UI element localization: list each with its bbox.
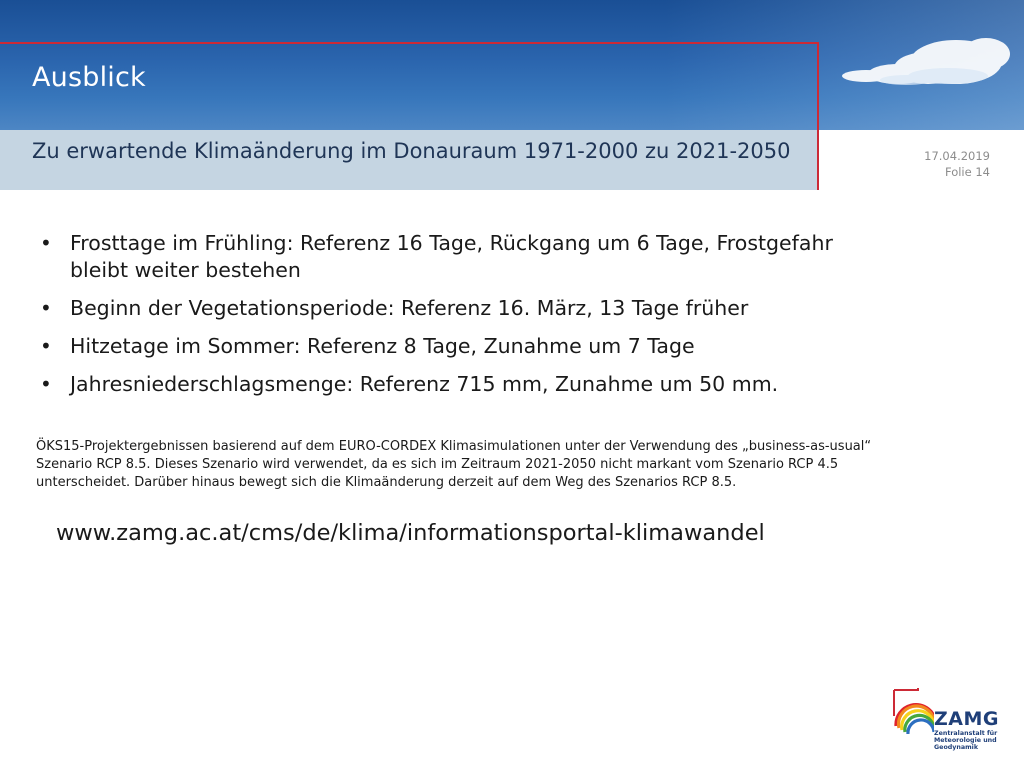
slide-title: Ausblick <box>32 62 146 93</box>
slide-meta <box>924 148 990 180</box>
bullet-marker: • <box>40 231 52 255</box>
bullet-marker: • <box>40 296 52 320</box>
slide-date: 17.04.2019 <box>924 149 990 163</box>
logo-tagline: Zentralanstalt für Meteorologie und Geodynamik <box>934 730 998 752</box>
cloud-icon <box>836 20 1016 100</box>
bullet-item <box>36 230 866 284</box>
logo-wordmark: ZAMG <box>934 708 999 730</box>
zamg-logo <box>890 686 1000 752</box>
bullet-text: Hitzetage im Sommer: Referenz 8 Tage, Zunahme um 7 Tage <box>70 334 695 358</box>
bullet-marker: • <box>40 334 52 358</box>
bullet-item <box>36 295 866 322</box>
bullet-list <box>36 230 866 409</box>
bullet-text: Frosttage im Frühling: Referenz 16 Tage, Rückgang um 6 Tage, Frostgefahr bleibt weiter bestehen <box>70 231 833 282</box>
slide-number: Folie 14 <box>945 165 990 179</box>
footnote: ÖKS15-Projektergebnissen basierend auf dem EURO-CORDEX Klimasimulationen unter der Verwendung des „business-as-usual“ Szenario RCP 8.5. Dieses Szenario wird verwendet, da es sich im Zeitraum 2021-2050 nicht markant vom Szenario RCP 4.5 unterscheidet. Darüber hinaus bewegt sich die Klimaänderung derzeit auf dem Weg des Szenarios RCP 8.5. <box>36 439 872 490</box>
rainbow-logo-icon <box>890 686 934 734</box>
bullet-item <box>36 333 866 360</box>
slide-subtitle: Zu erwartende Klimaänderung im Donauraum 1971-2000 zu 2021-2050 <box>32 139 791 163</box>
bullet-item <box>36 371 866 398</box>
bullet-text: Jahresniederschlagsmenge: Referenz 715 mm, Zunahme um 50 mm. <box>70 372 779 396</box>
bullet-marker: • <box>40 372 52 396</box>
bullet-text: Beginn der Vegetationsperiode: Referenz 16. März, 13 Tage früher <box>70 296 749 320</box>
info-portal-link[interactable]: www.zamg.ac.at/cms/de/klima/informationsportal-klimawandel <box>56 520 765 546</box>
